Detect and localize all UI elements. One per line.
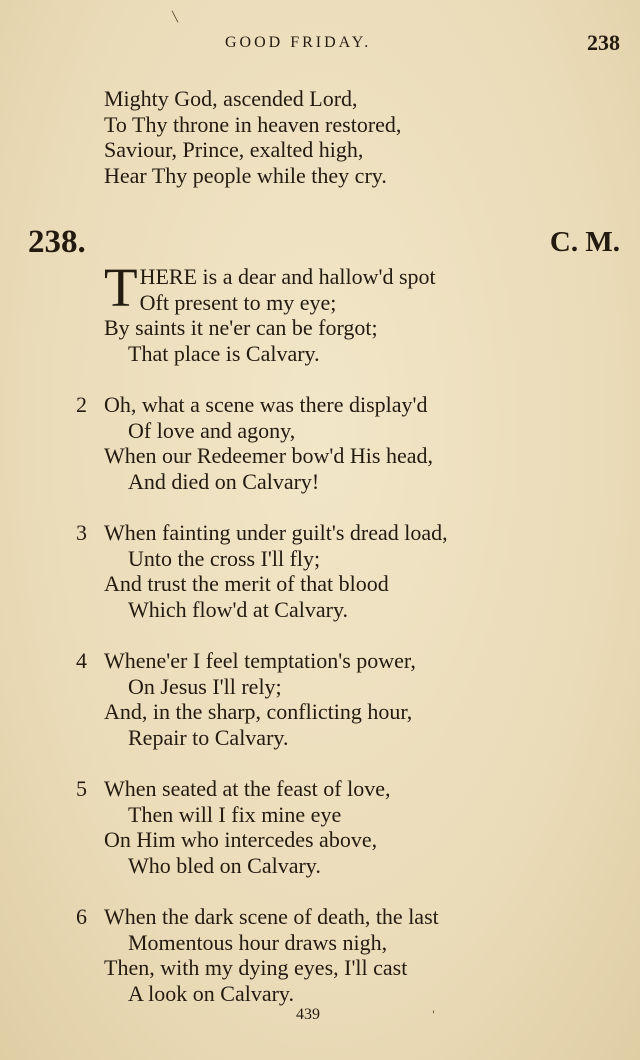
hymn-number: 238. (28, 224, 86, 260)
stanza-line: To Thy throne in heaven restored, (104, 111, 402, 137)
verse-2 (76, 392, 433, 494)
verse-line: Repair to Calvary. (128, 724, 289, 750)
verse-line: Oh, what a scene was there display'd (104, 392, 428, 417)
verse-line: A look on Calvary. (128, 980, 294, 1006)
verse-line: Momentous hour draws nigh, (128, 929, 388, 955)
verse-line: When our Redeemer bow'd His head, (104, 443, 433, 468)
verse-5 (76, 776, 391, 878)
verse-line: Of love and agony, (128, 417, 296, 443)
hymn-meter: C. M. (549, 226, 620, 258)
verse-line: Unto the cross I'll fly; (128, 545, 321, 571)
verse-line: On Him who intercedes above, (104, 827, 378, 852)
verse-1 (104, 257, 436, 366)
verse-line: And trust the merit of that blood (104, 571, 389, 596)
verse-line: On Jesus I'll rely; (128, 673, 282, 699)
book-page-number: 439 (296, 1006, 320, 1023)
verse-line: Which flow'd at Calvary. (128, 596, 349, 622)
verse-line: Then, with my dying eyes, I'll cast (104, 955, 408, 980)
verse-line: Oft present to my eye; (139, 289, 337, 315)
verse-3 (76, 520, 448, 622)
verse-number: 5 (76, 776, 87, 801)
stanza-line: Hear Thy people while they cry. (104, 162, 387, 188)
verse-line: Who bled on Calvary. (128, 852, 321, 878)
verse-number: 6 (76, 904, 87, 929)
print-speck: ' (432, 1010, 435, 1021)
verse-line: Whene'er I feel temptation's power, (104, 648, 416, 673)
verse-line: When the dark scene of death, the last (104, 904, 439, 929)
stanza-line: Mighty God, ascended Lord, (104, 86, 358, 111)
verse-number: 2 (76, 392, 87, 417)
running-title: GOOD FRIDAY. (225, 34, 372, 51)
page-number: 238 (587, 30, 620, 55)
print-speck: ╲ (172, 12, 179, 23)
verse-line: That place is Calvary. (128, 340, 320, 366)
stanza-line: Saviour, Prince, exalted high, (104, 137, 364, 162)
verse-number: 4 (76, 648, 87, 673)
verse-line: And, in the sharp, conflicting hour, (104, 699, 413, 724)
previous-hymn-stanza (104, 86, 401, 188)
verse-4 (76, 648, 416, 750)
verse-line: When fainting under guilt's dread load, (104, 520, 448, 545)
drop-cap: T (104, 257, 138, 318)
verse-6 (76, 904, 439, 1006)
verse-line: HERE is a dear and hallow'd spot (139, 264, 436, 289)
verse-number: 3 (76, 520, 87, 545)
verse-line: When seated at the feast of love, (104, 776, 391, 801)
verse-line: And died on Calvary! (128, 468, 320, 494)
verse-line: By saints it ne'er can be forgot; (104, 315, 378, 340)
verse-line: Then will I fix mine eye (128, 801, 342, 827)
